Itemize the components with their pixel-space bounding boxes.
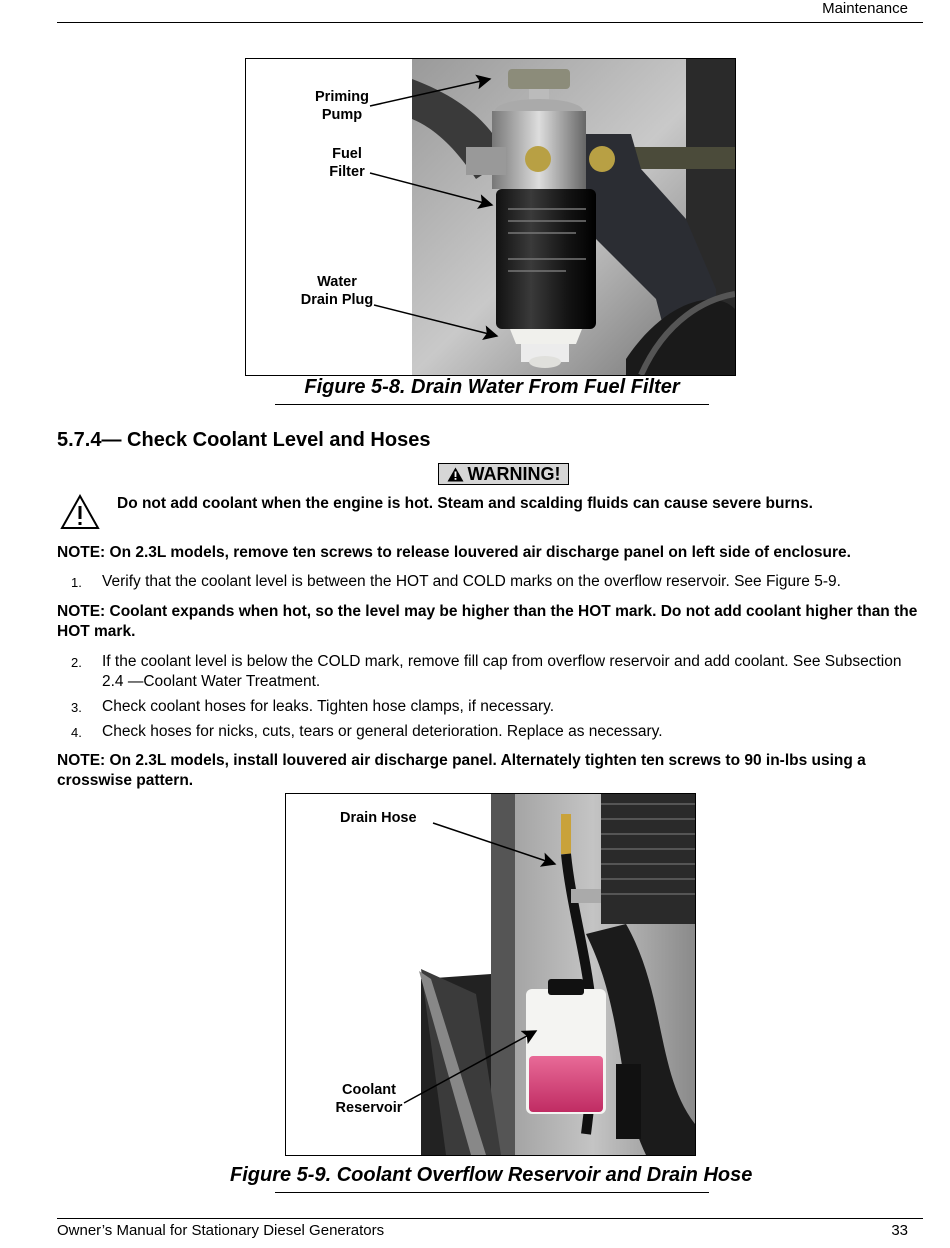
coolant-reservoir-label-line2: Reservoir [335, 1100, 403, 1116]
figure-5-9-caption-rule [275, 1192, 709, 1193]
note-remove-panel: NOTE: On 2.3L models, remove ten screws to release louvered air discharge panel on left side of enclosure. [57, 544, 851, 561]
warning-badge-label: WARNING! [467, 464, 561, 484]
fuel-filter-arrow [370, 173, 492, 205]
water-drain-plug-label-line1: Water [317, 274, 357, 290]
priming-pump-label-line1: Priming [315, 89, 369, 105]
warning-hazard-icon [60, 494, 100, 530]
fuel-filter-label-line1: Fuel [332, 146, 362, 162]
step-3-number: 3. [71, 700, 82, 715]
warning-text: Do not add coolant when the engine is hot. Steam and scalding fluids can cause severe burns. [117, 495, 813, 512]
coolant-reservoir-arrow [404, 1031, 536, 1103]
footer-page-number: 33 [891, 1222, 908, 1239]
warning-badge [438, 463, 569, 485]
note-coolant-expands: NOTE: Coolant expands when hot, so the level may be higher than the HOT mark. Do not add coolant higher than the HOT mark. [57, 603, 918, 640]
figure-5-8-callout-arrows [0, 0, 950, 420]
step-2-text: If the coolant level is below the COLD mark, remove fill cap from overflow reservoir and add coolant. See Subsection 2.4 —Coolant Water Treatment. [102, 653, 902, 690]
figure-5-9-caption: Figure 5-9. Coolant Overflow Reservoir and Drain Hose [230, 1164, 753, 1186]
footer-rule [57, 1218, 923, 1219]
step-1-text: Verify that the coolant level is between the HOT and COLD marks on the overflow reservoir. See Figure 5-9. [102, 573, 841, 590]
drain-hose-label: Drain Hose [340, 810, 417, 826]
water-drain-plug-arrow [374, 305, 497, 336]
drain-hose-arrow [433, 823, 555, 864]
note-install-panel: NOTE: On 2.3L models, install louvered air discharge panel. Alternately tighten ten screws to 90 in-lbs using a crosswise pattern. [57, 752, 866, 789]
water-drain-plug-label-line2: Drain Plug [300, 292, 374, 308]
step-3-text: Check coolant hoses for leaks. Tighten hose clamps, if necessary. [102, 698, 555, 715]
step-1-number: 1. [71, 575, 82, 590]
figure-5-9-callout-arrows [0, 780, 950, 1160]
priming-pump-arrow [370, 79, 490, 106]
step-4-number: 4. [71, 725, 82, 740]
step-2-number: 2. [71, 655, 82, 670]
footer-manual-title: Owner’s Manual for Stationary Diesel Generators [57, 1222, 385, 1239]
figure-5-8-caption: Figure 5-8. Drain Water From Fuel Filter [304, 376, 680, 398]
step-4-text: Check hoses for nicks, cuts, tears or general deterioration. Replace as necessary. [102, 723, 663, 740]
warning-triangle-icon [447, 467, 464, 482]
fuel-filter-label-line2: Filter [329, 164, 365, 180]
section-heading: 5.7.4— Check Coolant Level and Hoses [57, 429, 431, 451]
coolant-reservoir-label-line1: Coolant [342, 1082, 396, 1098]
header-section-title: Maintenance [822, 0, 908, 17]
figure-5-8-caption-rule [275, 404, 709, 405]
priming-pump-label-line2: Pump [321, 107, 363, 123]
